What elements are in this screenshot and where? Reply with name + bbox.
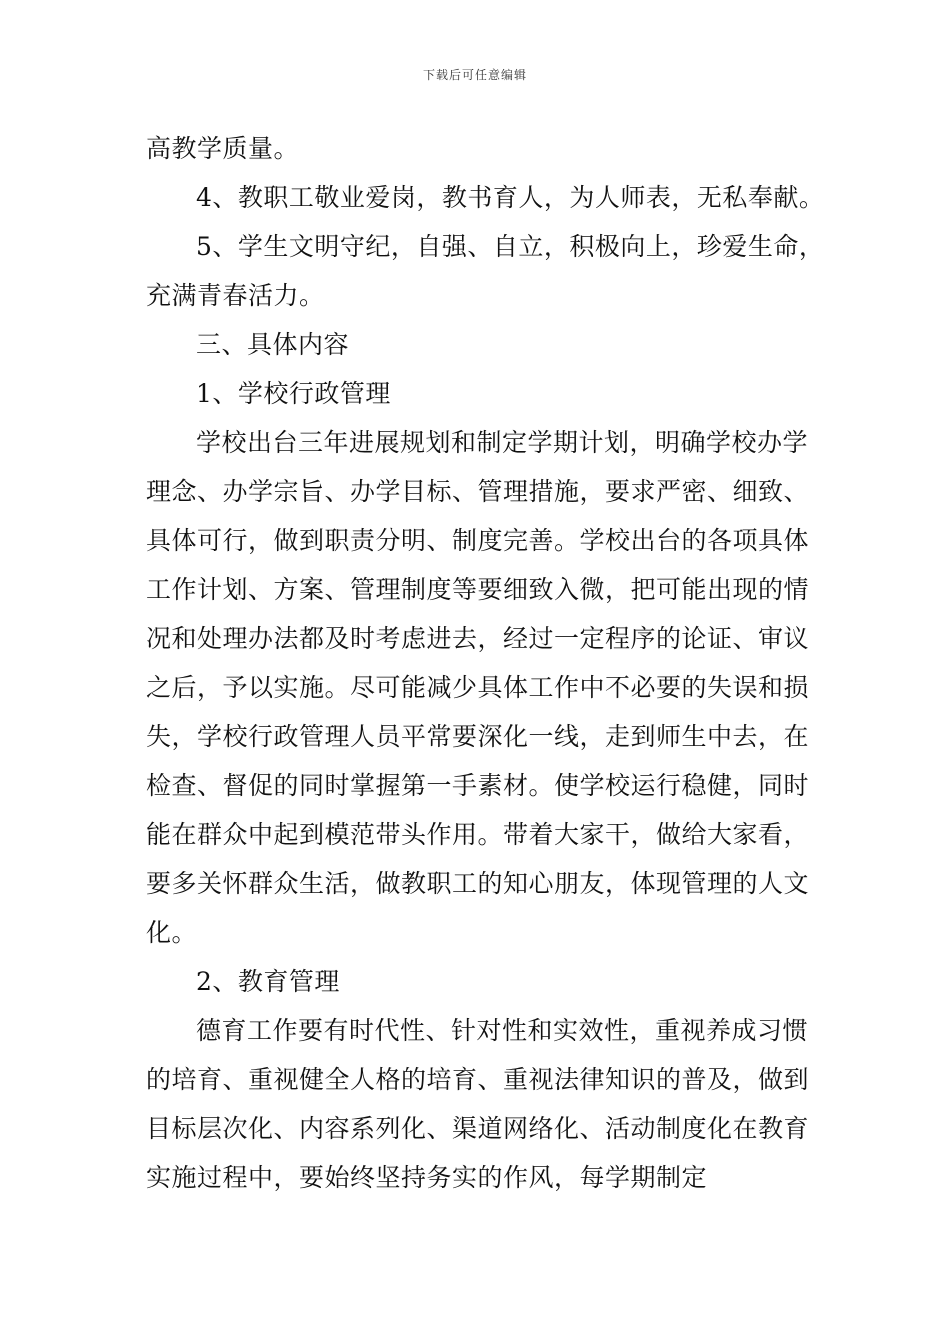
page-header: 下载后可任意编辑	[422, 68, 527, 82]
section-heading: 三、具体内容	[196, 330, 350, 359]
paragraph: 学校出台三年进展规划和制定学期计划，明确学校办学理念、办学宗旨、办学目标、管理措施，要求严密、细致、具体可行，做到职责分明、制度完善。学校出台的各项具体工作计划、方案、管理制度等要细致入微，把可能出现的情况和处理办法都及时考虑进去，经过一定程序的论证、审议之后，予以实施。尽可能减少具体工作中不必要的失误和损失，学校行政管理人员平常要深化一线，走到师生中去，在检查、督促的同时掌握第一手素材。使学校运行稳健，同时能在群众中起到模范带头作用。带着大家干，做给大家看，要多关怀群众生活，做教职工的知心朋友，体现管理的人文化。	[146, 428, 810, 947]
paragraph: 5、学生文明守纪，自强、自立，积极向上，珍爱生命，充满青春活力。	[146, 232, 825, 310]
paragraph: 4、教职工敬业爱岗，教书育人，为人师表，无私奉献。	[196, 183, 825, 212]
document-body	[146, 124, 826, 1202]
paragraph: 德育工作要有时代性、针对性和实效性，重视养成习惯的培育、重视健全人格的培育、重视法律知识的普及，做到目标层次化、内容系列化、渠道网络化、活动制度化在教育实施过程中，要始终坚持务实的作风，每学期制定	[146, 1016, 810, 1192]
subsection-heading: 1、学校行政管理	[196, 379, 391, 408]
subsection-heading: 2、教育管理	[196, 967, 340, 996]
paragraph: 高教学质量。	[146, 134, 300, 163]
